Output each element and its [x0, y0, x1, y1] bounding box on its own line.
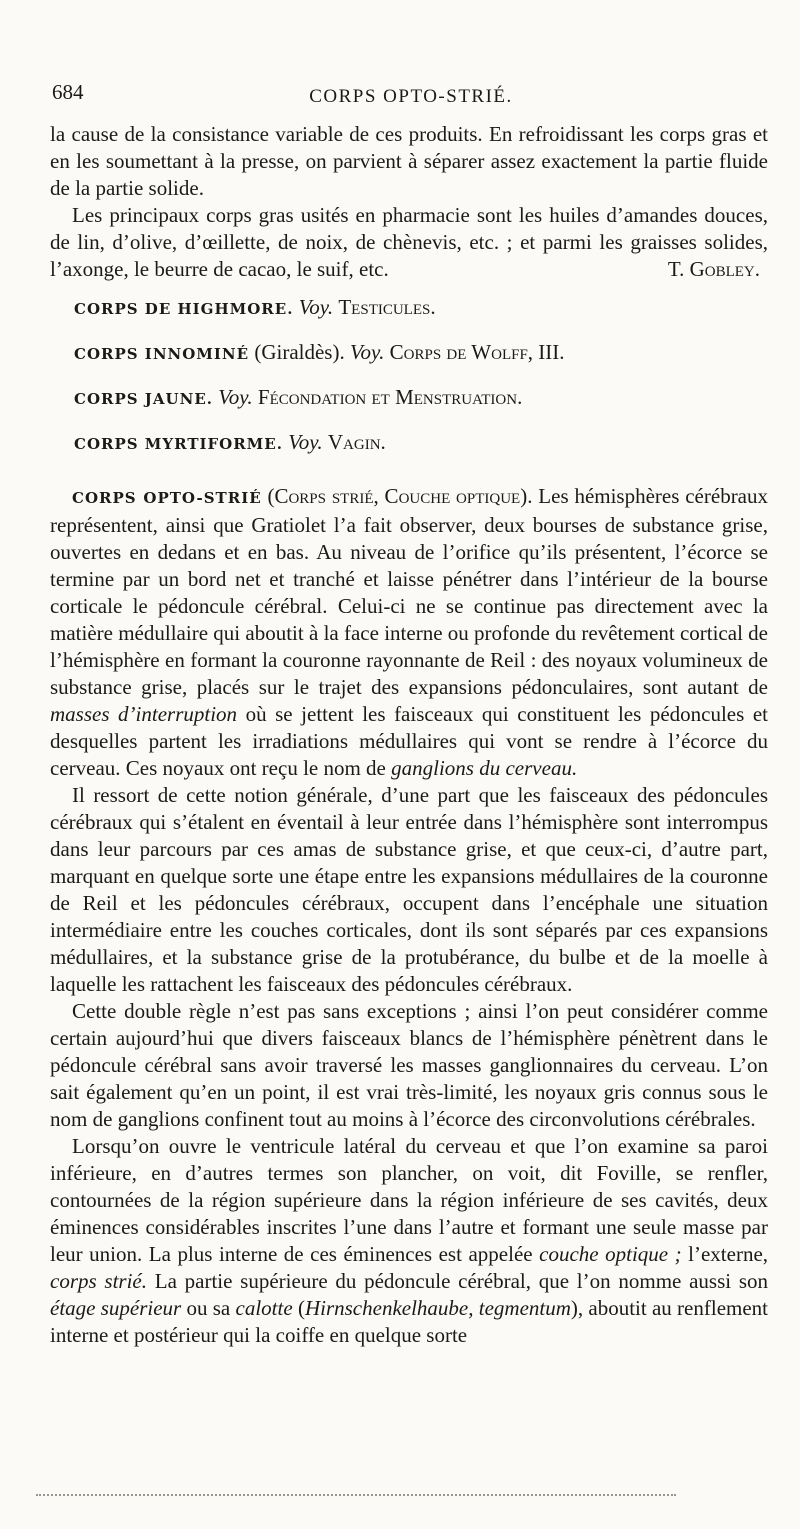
entry-reference: Testicules. — [338, 295, 436, 319]
entry-author: (Giraldès). — [254, 340, 345, 364]
entry-corps-de-highmore — [74, 294, 774, 339]
article-paragraph-2: Il ressort de cette notion générale, d’une part que les faisceaux des pédoncules cérébraux qui s’étalent en éventail à leur entrée dans l’hémisphère sont interrompus dans leur parcours par ces amas de substance grise, et que ceux-ci, d’autre part, marquant en quelque sorte une étape entre les expansions médullaires de la couronne de Reil et les pédoncules cérébraux, occupent dans l’encéphale une situation intermédiaire entre les couches corticales, dont ils sont séparés par ces expansions médullaires, et la substance grise de la protubérance, du bulbe et de la moelle à laquelle les rattachent les faisceaux des pédoncules cérébraux. — [50, 783, 768, 996]
intro-paragraph-2 — [50, 202, 768, 283]
page-header — [52, 80, 770, 112]
entry-headword: CORPS DE HIGHMORE. — [74, 300, 294, 318]
entry-headword: CORPS JAUNE. — [74, 390, 213, 408]
article-corps-opto-strie — [50, 483, 768, 1349]
article-paragraph-4: Lorsqu’on ouvre le ventricule latéral du cerveau et que l’on examine sa paroi inférieure, en d’autres termes son plancher, on voit, dit Foville, se renfler, contournées de la région supérieure dans la région inférieure de ses cavités, deux éminences considérables inscrites l’une dans l’autre et formant une seule masse par leur union. La plus interne de ces éminences est appelée couche optique ; l’externe, corps strié. La partie supérieure du pédoncule cérébral, que l’on nomme aussi son étage supérieur ou sa calotte (Hirnschenkelhaube, tegmentum), aboutit au renflement interne et postérieur qui la coiffe en quelque sorte — [50, 1134, 769, 1347]
entry-reference: Corps de Wolff, III. — [389, 340, 565, 364]
entry-voy: Voy. — [288, 430, 323, 454]
entry-voy: Voy. — [298, 295, 334, 319]
running-title: CORPS OPTO-STRIÉ. — [309, 86, 513, 107]
entry-headword: CORPS MYRTIFORME. — [74, 435, 283, 453]
article-paragraph-1: CORPS OPTO-STRIÉ (Corps strié, Couche optique). Les hémisphères cérébraux représentent, ainsi que Gratiolet l’a fait observer, deux bourses de substance grise, ouvertes en dedans et en bas. Au niveau de l’orifice qu’ils présentent, l’écorce se termine par un bord net et tranché et laisse pénétrer dans l’intérieur de la bourse corticale le pédoncule cérébral. Celui-ci ne se continue pas directement avec la matière médullaire qui aboutit à la face interne ou profonde du revêtement cortical de l’hémisphère en formant la couronne rayonnante de Reil : des noyaux volumineux de substance grise, placés sur le trajet des expansions pédonculaires, sont autant de masses d’interruption où se jettent les faisceaux qui constituent les pédoncules et desquelles partent les irradiations médullaires qui vont se rendre à l’écorce du cerveau. Ces noyaux ont reçu le nom de ganglions du cerveau. — [50, 484, 769, 780]
article-subtitle: (Corps strié, Couche optique). — [267, 484, 533, 508]
author-signature: T. Gobley. — [667, 257, 760, 281]
entry-headword: CORPS INNOMINÉ — [74, 345, 250, 363]
entry-corps-innomine — [74, 339, 774, 384]
intro-paragraph-2-text: Les principaux corps gras usités en pharmacie sont les huiles d’amandes douces, de lin, d’olive, d’œillette, de noix, de chènevis, etc. ; et parmi les graisses solides, l’axonge, le beurre de cacao, le suif, etc. — [50, 203, 768, 281]
article-paragraph-3: Cette double règle n’est pas sans exceptions ; ainsi l’on peut considérer comme certain aujourd’hui que divers faisceaux blancs de l’hémisphère pénètrent dans le pédoncule cérébral sans avoir traversé les masses ganglionnaires du cerveau. L’on sait également qu’en un point, il est vrai très-limité, les noyaux gris connus sous le nom de ganglions confinent tout au moins à l’écorce des circonvolutions cérébrales. — [50, 999, 768, 1131]
cross-reference-entries — [74, 294, 774, 474]
entry-corps-jaune — [74, 384, 774, 429]
entry-corps-myrtiforme — [74, 429, 774, 474]
intro-section — [50, 121, 768, 283]
entry-reference: Fécondation et Menstruation. — [257, 385, 523, 409]
article-headword: CORPS OPTO-STRIÉ — [72, 489, 262, 507]
entry-voy: Voy. — [218, 385, 253, 409]
intro-paragraph-1: la cause de la consistance variable de ces produits. En refroidissant les corps gras et en les soumettant à la presse, on parvient à séparer assez exactement la partie fluide de la partie solide. — [50, 122, 768, 200]
entry-voy: Voy. — [349, 340, 385, 364]
footer-dotted-rule — [36, 1494, 676, 1496]
page-number: 684 — [52, 80, 84, 104]
entry-reference: Vagin. — [327, 430, 386, 454]
